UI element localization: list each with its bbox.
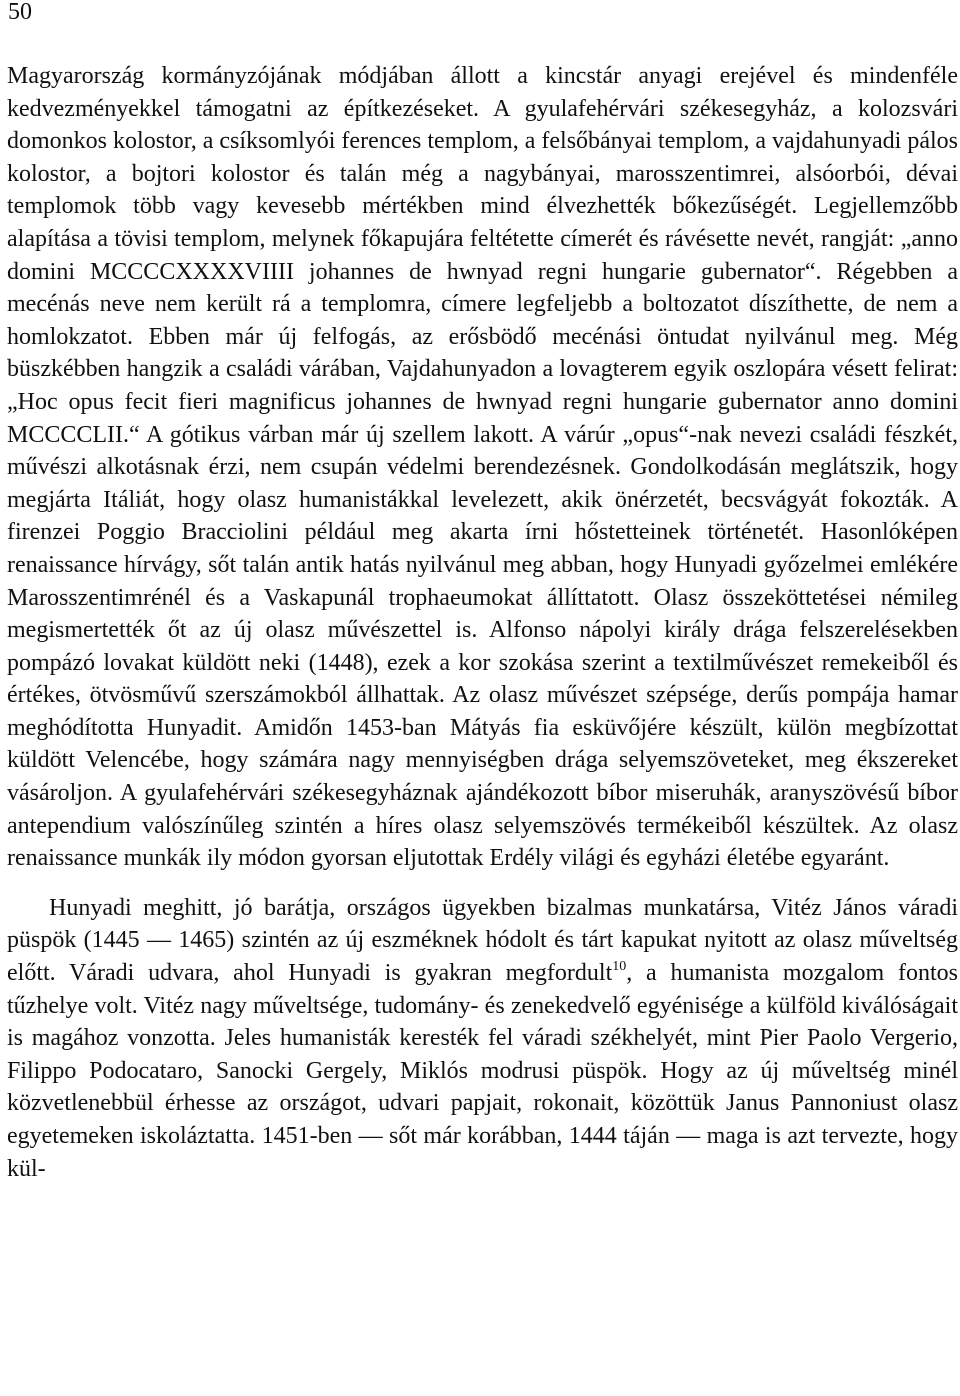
page-number: 50 — [8, 0, 32, 25]
paragraph-2-text-before-note: Hunyadi meghitt, jó barátja, országos ügyekben bizalmas munkatársa, Vitéz János váradi püspök (1445 — 1465) szintén az új eszméknek hódolt és tárt kapukat nyitott az olasz műveltség előtt. Váradi udvara, ahol Hunyadi is gyakran megfordult — [7, 894, 958, 987]
footnote-marker: 10 — [612, 959, 627, 975]
paragraph-2 — [7, 892, 958, 1185]
paragraph-2-text-after-note: , a humanista mozgalom fontos tűzhelye volt. Vitéz nagy műveltsége, tudomány- és zenekedvelő egyénisége a külföld kiválóságait is magához vonzotta. Jeles humanisták keresték fel váradi székhelyét, mint Pier Paolo Vergerio, Filippo Podocataro, Sanocki Gergely, Miklós modrusi püspök. Hogy az új műveltség minél közvetlenebbül érhesse az országot, udvari papjait, rokonait, közöttük Janus Pannoniust olasz egyetemeken iskoláztatta. 1451-ben — sőt már korábban, 1444 táján — maga is azt tervezte, hogy kül- — [7, 960, 959, 1182]
paragraph-1: Magyarország kormányzójának módjában állott a kincstár anyagi erejével és mindenféle kedvezményekkel támogatni az építkezéseket. A gyulafehérvári székesegyház, a kolozsvári domonkos kolostor, a csíksomlyói ferences templom, a felsőbányai templom, a vajdahunyadi pálos kolostor, a bojtori kolostor és talán még a nagybányai, marosszentimrei, alsóorbói, dévai templomok több vagy kevesebb mértékben mind élvezhették bőkezűségét. Legjellemzőbb alapítása a tövisi templom, melynek főkapujára feltétette címerét és rávésette nevét, rangját: „anno domini MCCCCXXXXVIIII johannes de hwnyad regni hungarie gubernator“. Régebben a mecénás neve nem került rá a templomra, címere legfeljebb a boltozatot díszíthette, de nem a homlokzatot. Ebben már új felfogás, az erősbödő mecénási öntudat nyilvánul meg. Még büszkébben hangzik a családi várában, Vajdahunyadon a lovagterem egyik oszlopára vésett felirat: „Hoc opus fecit fieri magnificus johannes de hwnyad regni hungarie gubernator anno domini MCCCCLII.“ A gótikus várban már új szellem lakott. A várúr „opus“-nak nevezi családi fészkét, művészi alkotásnak érzi, nem csupán védelmi berendezésnek. Gondolkodásán meglátszik, hogy megjárta Itáliát, hogy olasz humanistákkal levelezett, akik önérzetét, becsvágyát fokozták. A firenzei Poggio Bracciolini például meg akarta írni hőstetteinek történetét. Hasonlóképen renaissance hírvágy, sőt talán antik hatás nyilvánul meg abban, hogy Hunyadi győzelmei emlékére Marosszentimrénél és a Vaskapunál trophaeumokat állíttatott. Olasz összeköttetései némileg megismertették őt az új olasz művészettel is. Alfonso nápolyi király drága felszerelésekben pompázó lovakat küldött neki (1448), ezek a kor szokása szerint a textilművészet remekeiből és értékes, ötvösművű szerszámokból állhattak. Az olasz művészet szépsége, derűs pompája hamar meghódította Hunyadit. Amidőn 1453-ban Mátyás fia esküvőjére készült, külön megbízottat küldött Velencébe, hogy számára nagy mennyiségben drága selyemszöveteket, meg ékszereket vásároljon. A gyulafehérvári székesegyháznak ajándékozott bíbor miseruhák, aranyszövésű bíbor antependium valószínűleg szintén a híres olasz selyemszövés termékeiből készültek. Az olasz renaissance munkák ily módon gyorsan eljutottak Erdély világi és egyházi életébe egyaránt. — [7, 63, 958, 872]
page-body — [7, 60, 958, 1185]
